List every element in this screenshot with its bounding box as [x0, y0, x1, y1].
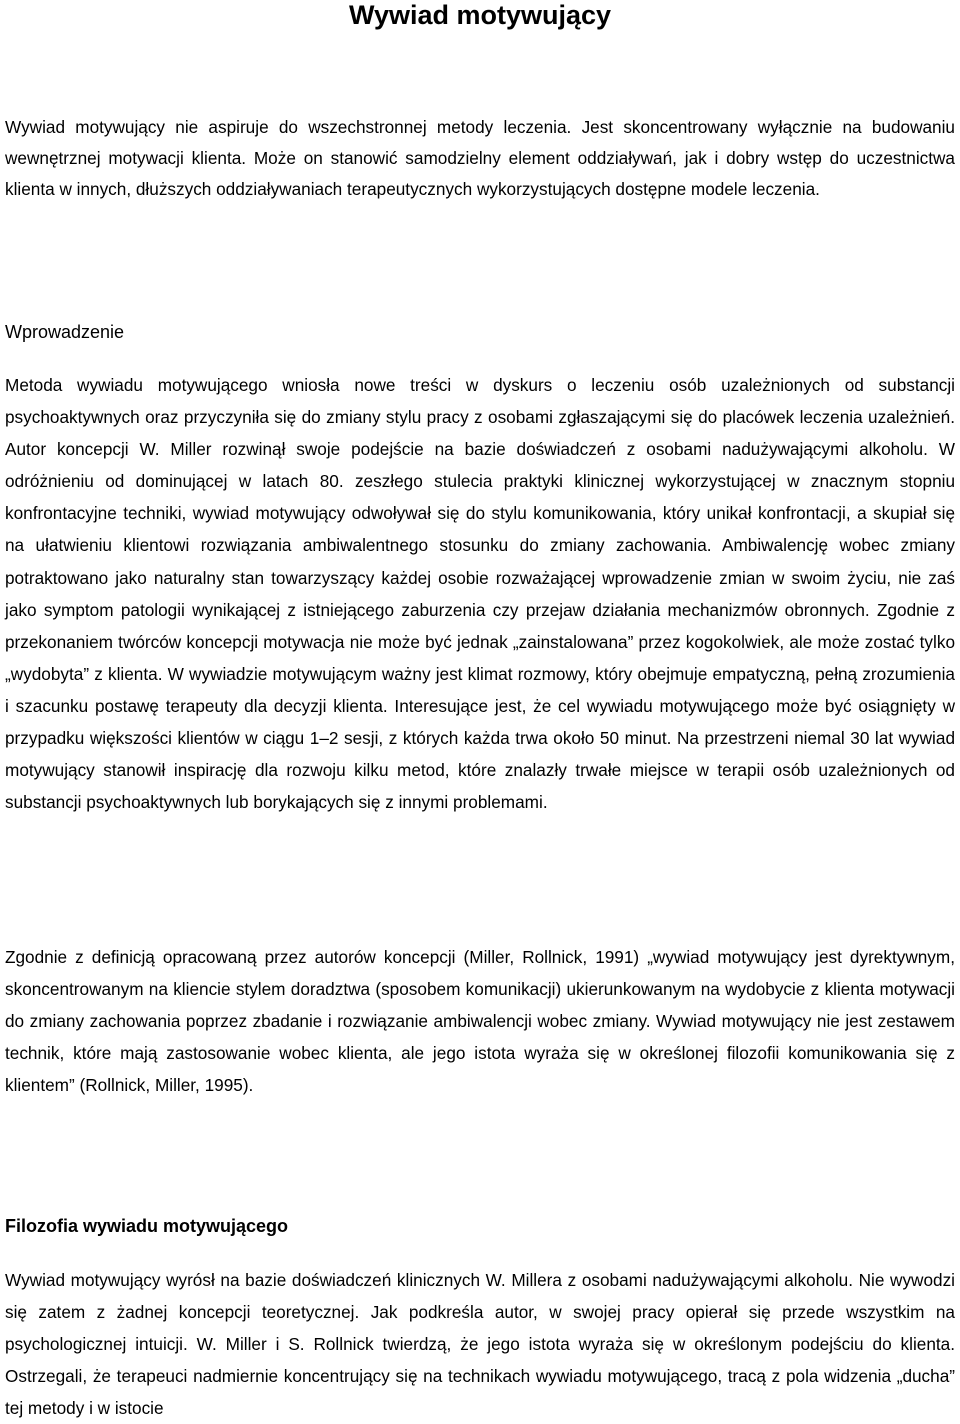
wprowadzenie-paragraph-1: Metoda wywiadu motywującego wniosła nowe treści w dyskurs o leczeniu osób uzależnionych od substancji psychoaktywnych oraz przyczyniła się do zmiany stylu pracy z osobami zgłaszającymi się do placówek leczenia uzależnień. Autor koncepcji W. Miller rozwinął swoje podejście na bazie doświadczeń z osobami nadużywającymi alkoholu. W odróżnieniu od dominującej w latach 80. zeszłego stulecia praktyki klinicznej wykorzystującej w znacznym stopniu konfrontacyjne techniki, wywiad motywujący odwoływał się do stylu komunikowania, który unikał konfrontacji, a skupiał się na ułatwieniu klientowi rozwiązania ambiwalentnego stosunku do zmiany zachowania. Ambiwalencję wobec zmiany potraktowano jako naturalny stan towarzyszący każdej osobie rozważającej wprowadzenie zmian w swoim życiu, nie zaś jako symptom patologii wynikającej z istniejącego zaburzenia czy przejaw działania mechanizmów obronnych. Zgodnie z przekonaniem twórców koncepcji motywacja nie może być jednak „zainstalowana” przez kogokolwiek, ale może zostać tylko „wydobyta” z klienta. W wywiadzie motywującym ważny jest klimat rozmowy, który obejmuje empatyczną, pełną zrozumienia i szacunku postawę terapeuty dla decyzji klienta. Interesujące jest, że cel wywiadu motywującego może być osiągnięty w przypadku większości klientów w ciągu 1–2 sesji, z których każda trwa około 50 minut. Na przestrzeni niemal 30 lat wywiad motywujący stanowił inspirację dla rozwoju kilku metod, które znalazły trwałe miejsce w terapii osób uzależnionych od substancji psychoaktywnych lub borykających się z innymi problemami. [5, 375, 955, 813]
wprowadzenie-paragraph-2: Zgodnie z definicją opracowaną przez autorów koncepcji (Miller, Rollnick, 1991) „wywiad motywujący jest dyrektywnym, skoncentrowanym na kliencie stylem doradztwa (sposobem komunikacji) ukierunkowanym na wydobycie z klienta motywacji do zmiany zachowania poprzez zbadanie i rozwiązanie ambiwalencji wobec zmiany. Wywiad motywujący nie jest zestawem technik, które mają zastosowanie wobec klienta, ale jego istota wyraża się w określonej filozofii komunikowania się z klientem” (Rollnick, Miller, 1995). [5, 947, 955, 1096]
document-title: Wywiad motywujący [348, 0, 612, 30]
intro-paragraph: Wywiad motywujący nie aspiruje do wszechstronnej metody leczenia. Jest skoncentrowany wyłącznie na budowaniu wewnętrznej motywacji klienta. Może on stanowić samodzielny element oddziaływań, jak i dobry wstęp do uczestnictwa klienta w innych, dłuższych oddziaływaniach terapeutycznych wykorzystujących dostępne modele leczenia. [5, 117, 955, 200]
section-heading-filozofia: Filozofia wywiadu motywującego [5, 1216, 289, 1236]
section-heading-wprowadzenie: Wprowadzenie [5, 322, 125, 342]
filozofia-paragraph-1: Wywiad motywujący wyrósł na bazie doświadczeń klinicznych W. Millera z osobami nadużywającymi alkoholu. Nie wywodzi się zatem z żadnej koncepcji teoretycznej. Jak podkreśla autor, w swojej pracy opierał się przede wszystkim na psychologicznej intuicji. W. Miller i S. Rollnick twierdzą, że jego istota wyraża się w określonym podejściu do klienta. Ostrzegali, że terapeuci nadmiernie koncentrujący się na technikach wywiadu motywującego, tracą z pola widzenia „ducha” tej metody i w istocie [5, 1270, 955, 1419]
